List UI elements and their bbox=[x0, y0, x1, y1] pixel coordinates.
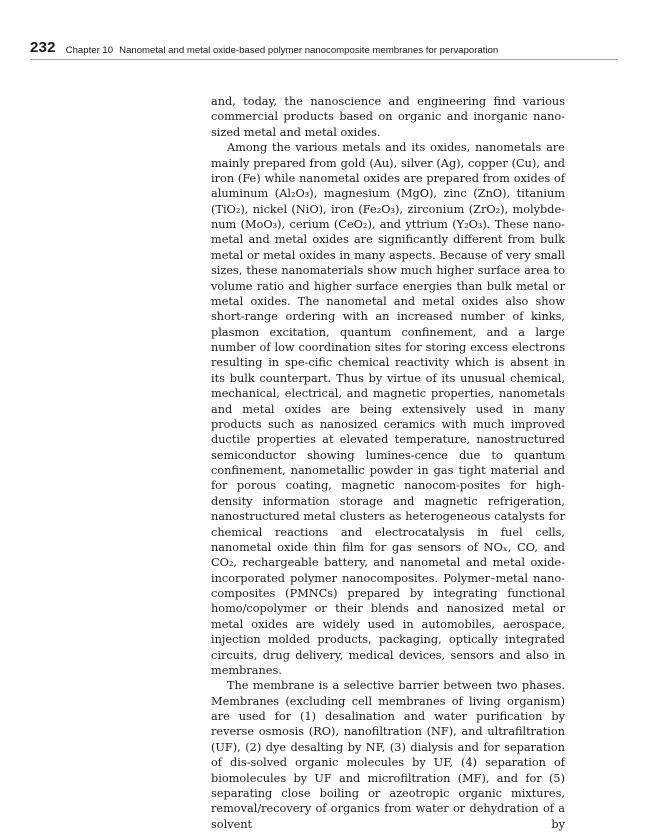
paragraph-continuation: and, today, the nanoscience and engineering find various commercial products based on organic and inorganic nano-sized metal and metal oxides. bbox=[211, 95, 565, 139]
paragraph-nanometal-oxides: Among the various metals and its oxides, nanometals are mainly prepared from gold (Au), silver (Ag), copper (Cu), and iron (Fe) while nanometal oxides are prepared from oxides of aluminum (Al₂O₃), magnesium (MgO), zinc (ZnO), titanium (TiO₂), nickel (NiO), iron (Fe₂O₃), zirconium (ZrO₂), molybde-num (MoO₃), cerium (CeO₂), and yttrium (Y₂O₃). These nano-metal and metal oxides are significantly different from bulk metal or metal oxides in many aspects. Because of very small sizes, these nanomaterials show much higher surface area to volume ratio and higher surface energies than bulk metal or metal oxides. The nanometal and metal oxides also show short-range ordering with an increased number of kinks, plasmon excitation, quantum confinement, and a large number of low coordination sites for storing excess electrons resulting in spe-cific chemical reactivity which is absent in its bulk counterpart. Thus by virtue of its unusual chemical, mechanical, electrical, and magnetic properties, nanometals and metal oxides are being extensively used in many products such as nanosized ceramics with much improved ductile properties at elevated temperature, nanostructured semiconductor showing lumines-cence due to quantum confinement, nanometallic powder in gas tight material and for porous coating, magnetic nanocom-posites for high-density information storage and magnetic refrigeration, nanostructured metal clusters as heterogeneous catalysts for chemical reactions and electrocatalysis in fuel cells, nanometal oxide thin film for gas sensors of NOₓ, CO, and CO₂, rechargeable battery, and nanometal and metal oxide-incorporated polymer nanocomposites. Polymer–metal nano-composites (PMNCs) prepared by integrating functional homo/copolymer or their blends and nanosized metal or metal oxides are widely used in automobiles, aerospace, injection molded products, packaging, optically integrated circuits, drug delivery, medical devices, sensors and also in membranes. bbox=[211, 141, 565, 677]
paragraph-membranes: The membrane is a selective barrier between two phases. Membranes (excluding cell membranes of living organism) are used for (1) desalination and water purification by reverse osmosis (RO), nanofiltration (NF), and ultrafiltration (UF), (2) dye desalting by NF, (3) dialysis and for separation of dis-solved organic molecules by UF, (4) separation of biomolecules by UF and microfiltration (MF), and for (5) separating close boiling or azeotropic organic mixtures, removal/recovery of organics from water or dehydration of a solvent by bbox=[211, 679, 565, 831]
running-title: Nanometal and metal oxide-based polymer nanocomposite membranes for pervaporation bbox=[119, 45, 499, 56]
chapter-label: Chapter 10 bbox=[65, 45, 114, 56]
body-text bbox=[211, 94, 565, 832]
running-header bbox=[30, 36, 618, 60]
page-number: 232 bbox=[30, 39, 56, 56]
